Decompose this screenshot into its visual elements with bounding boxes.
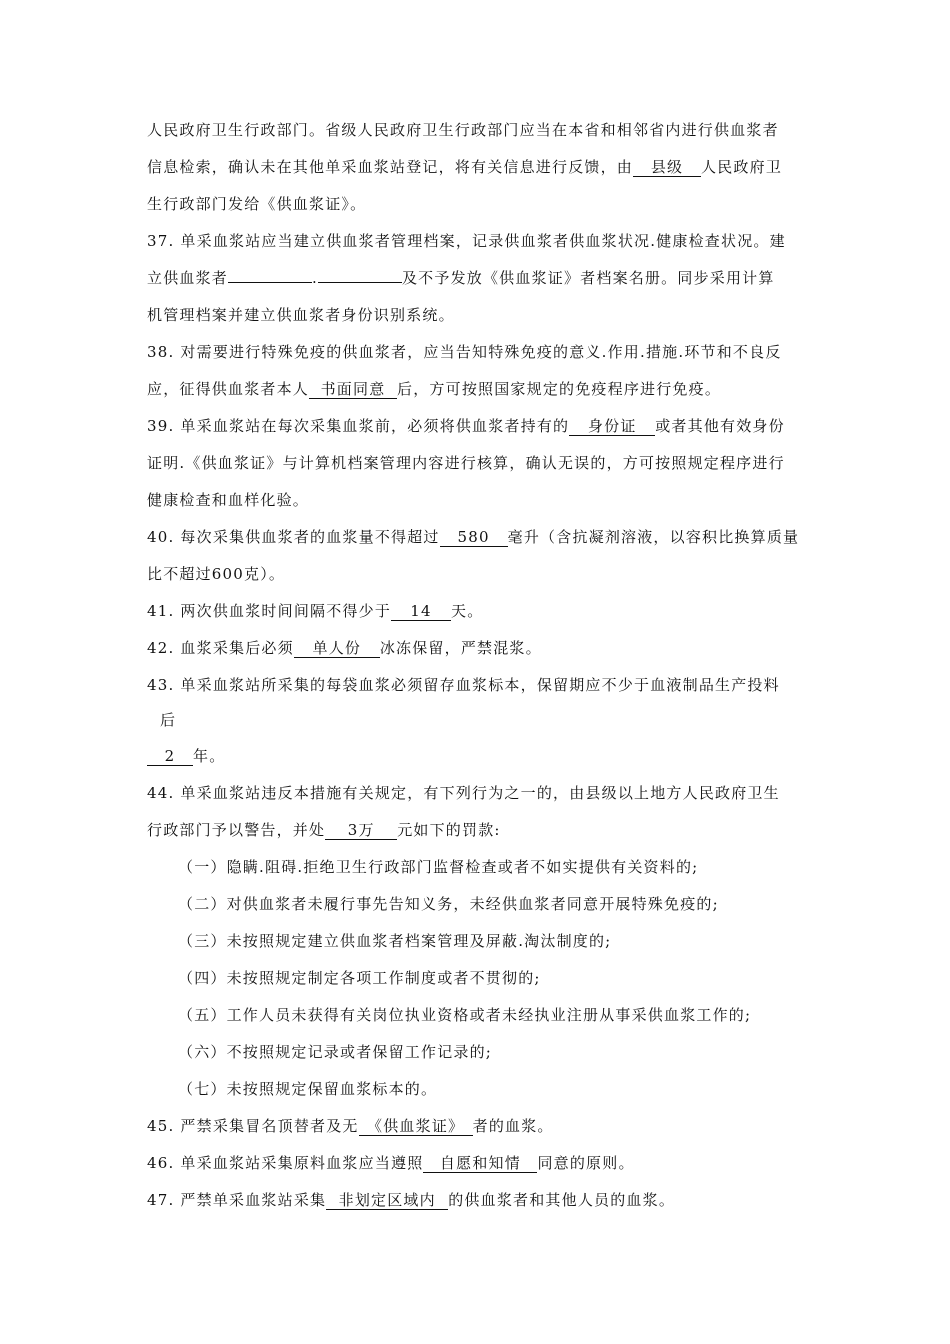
question-39 bbox=[147, 416, 785, 436]
text-segment: 天。 bbox=[451, 602, 484, 620]
text-segment: 年。 bbox=[193, 747, 226, 765]
question-40 bbox=[147, 527, 799, 547]
question-41 bbox=[147, 601, 483, 621]
text-line bbox=[160, 710, 176, 730]
blank-answer bbox=[228, 282, 312, 283]
text-segment: 冰冻保留，严禁混浆。 bbox=[379, 639, 542, 657]
text-line bbox=[147, 820, 501, 840]
text-line bbox=[147, 268, 775, 288]
text-segment: 人民政府卫 bbox=[701, 158, 783, 176]
question-44 bbox=[147, 783, 780, 803]
text-segment: （四）未按照规定制定各项工作制度或者不贯彻的; bbox=[178, 969, 541, 987]
text-line bbox=[147, 746, 225, 766]
blank-answer: 580 bbox=[440, 528, 508, 547]
text-segment: 43. 单采血浆站所采集的每袋血浆必须留存血浆标本，保留期应不少于血液制品生产投料 bbox=[147, 676, 780, 694]
text-segment: 37. 单采血浆站应当建立供血浆者管理档案，记录供血浆者供血浆状况.健康检查状况。建 bbox=[147, 232, 786, 250]
text-line bbox=[147, 305, 455, 325]
text-line bbox=[147, 490, 309, 510]
text-segment: 38. 对需要进行特殊免疫的供血浆者，应当告知特殊免疫的意义.作用.措施.环节和不良反 bbox=[147, 343, 782, 361]
text-segment: 42. 血浆采集后必须 bbox=[147, 639, 294, 657]
question-45 bbox=[147, 1116, 554, 1136]
question-47 bbox=[147, 1190, 675, 1210]
text-segment: 46. 单采血浆站采集原料血浆应当遵照 bbox=[147, 1154, 424, 1172]
list-item bbox=[178, 1042, 492, 1062]
blank-answer: 《供血浆证》 bbox=[359, 1117, 473, 1136]
text-segment: 40. 每次采集供血浆者的血浆量不得超过 bbox=[147, 528, 440, 546]
list-item bbox=[178, 1079, 437, 1099]
blank-answer bbox=[318, 282, 402, 283]
text-segment: 后，方可按照国家规定的免疫程序进行免疫。 bbox=[397, 380, 722, 398]
text-segment: 人民政府卫生行政部门。省级人民政府卫生行政部门应当在本省和相邻省内进行供血浆者 bbox=[147, 121, 779, 139]
blank-answer: 3万 bbox=[325, 821, 397, 840]
text-segment: 立供血浆者 bbox=[147, 269, 229, 287]
list-item bbox=[178, 968, 541, 988]
text-segment: 行政部门予以警告，并处 bbox=[147, 821, 326, 839]
text-line bbox=[147, 157, 782, 177]
text-segment: （六）不按照规定记录或者保留工作记录的; bbox=[178, 1043, 493, 1061]
text-segment: 比不超过600克）。 bbox=[147, 565, 286, 583]
blank-answer: 自愿和知情 bbox=[423, 1154, 537, 1173]
text-line bbox=[147, 564, 285, 584]
blank-answer: 14 bbox=[391, 602, 451, 621]
blank-answer: 县级 bbox=[633, 158, 701, 177]
text-segment: 47. 严禁单采血浆站采集 bbox=[147, 1191, 327, 1209]
question-42 bbox=[147, 638, 542, 658]
text-segment: 者的血浆。 bbox=[472, 1117, 554, 1135]
text-segment: 机管理档案并建立供血浆者身份识别系统。 bbox=[147, 306, 455, 324]
text-segment: 45. 严禁采集冒名顶替者及无 bbox=[147, 1117, 359, 1135]
list-item bbox=[178, 1005, 751, 1025]
text-segment: 信息检索，确认未在其他单采血浆站登记，将有关信息进行反馈，由 bbox=[147, 158, 634, 176]
text-segment: 的供血浆者和其他人员的血浆。 bbox=[448, 1191, 676, 1209]
text-segment: 健康检查和血样化验。 bbox=[147, 491, 310, 509]
question-43 bbox=[147, 675, 780, 695]
text-segment: 应，征得供血浆者本人 bbox=[147, 380, 310, 398]
text-segment: 生行政部门发给《供血浆证》。 bbox=[147, 195, 367, 213]
question-38 bbox=[147, 342, 782, 362]
text-line bbox=[147, 453, 785, 473]
question-46 bbox=[147, 1153, 635, 1173]
blank-answer: 书面同意 bbox=[309, 380, 397, 399]
question-37 bbox=[147, 231, 786, 251]
list-item bbox=[178, 857, 698, 877]
blank-answer: 身份证 bbox=[569, 417, 655, 436]
blank-answer: 2 bbox=[147, 747, 193, 766]
text-line bbox=[147, 194, 366, 214]
text-segment: . bbox=[312, 269, 318, 287]
text-segment: 或者其他有效身份 bbox=[655, 417, 785, 435]
list-item bbox=[178, 894, 719, 914]
text-segment: 后 bbox=[160, 711, 177, 729]
text-segment: 39. 单采血浆站在每次采集血浆前，必须将供血浆者持有的 bbox=[147, 417, 570, 435]
blank-answer: 非划定区域内 bbox=[326, 1191, 448, 1210]
text-segment: （七）未按照规定保留血浆标本的。 bbox=[178, 1080, 438, 1098]
text-segment: （二）对供血浆者未履行事先告知义务，未经供血浆者同意开展特殊免疫的; bbox=[178, 895, 719, 913]
text-segment: （五）工作人员未获得有关岗位执业资格或者未经执业注册从事采供血浆工作的; bbox=[178, 1006, 752, 1024]
text-segment: （一）隐瞒.阻碍.拒绝卫生行政部门监督检查或者不如实提供有关资料的; bbox=[178, 858, 699, 876]
text-segment: 毫升（含抗凝剂溶液，以容积比换算质量 bbox=[507, 528, 800, 546]
text-segment: 证明.《供血浆证》与计算机档案管理内容进行核算，确认无误的，方可按照规定程序进行 bbox=[147, 454, 785, 472]
text-segment: 及不予发放《供血浆证》者档案名册。同步采用计算 bbox=[401, 269, 775, 287]
text-line bbox=[147, 120, 779, 140]
text-segment: 41. 两次供血浆时间间隔不得少于 bbox=[147, 602, 392, 620]
blank-answer: 单人份 bbox=[294, 639, 380, 658]
text-segment: 元如下的罚款: bbox=[397, 821, 501, 839]
text-segment: 同意的原则。 bbox=[537, 1154, 635, 1172]
text-line bbox=[147, 379, 721, 399]
text-segment: （三）未按照规定建立供血浆者档案管理及屏蔽.淘汰制度的; bbox=[178, 932, 612, 950]
text-segment: 44. 单采血浆站违反本措施有关规定，有下列行为之一的，由县级以上地方人民政府卫生 bbox=[147, 784, 780, 802]
list-item bbox=[178, 931, 611, 951]
